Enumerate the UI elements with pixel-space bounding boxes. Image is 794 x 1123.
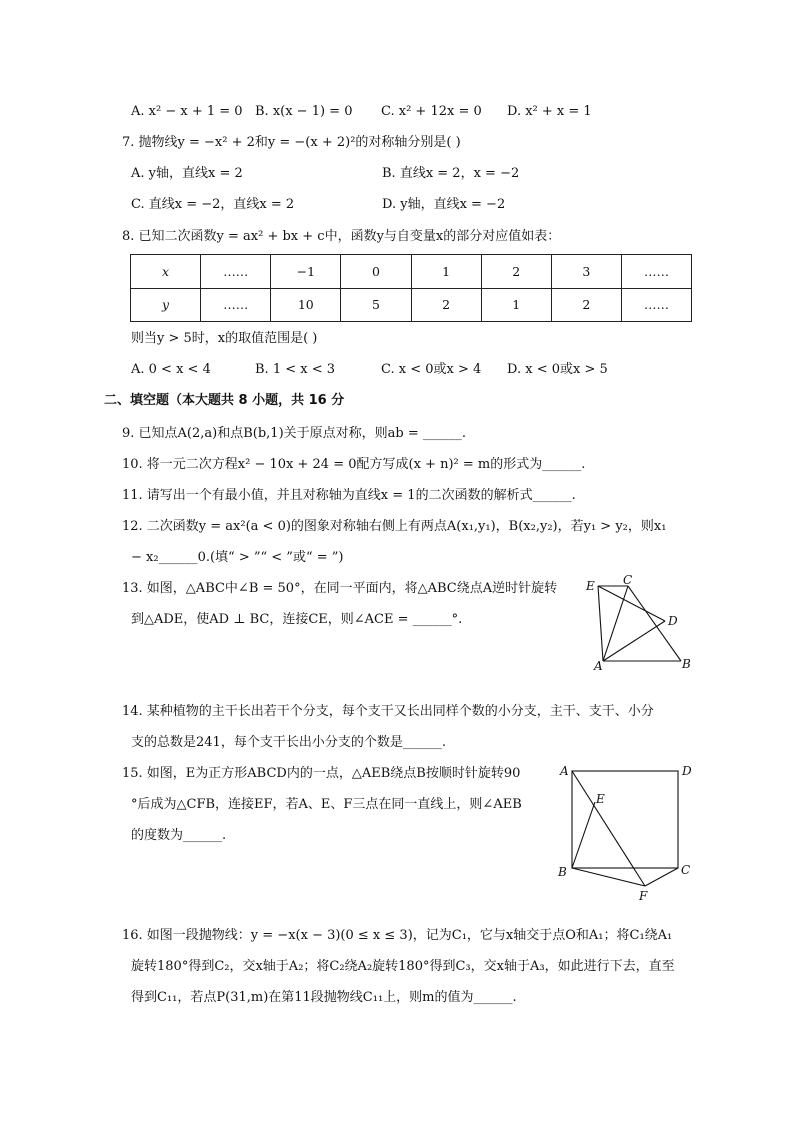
q7-option-c: C. 直线x = −2，直线x = 2 <box>131 197 295 212</box>
q7-option-a: A. y轴，直线x = 2 <box>131 166 243 181</box>
q15-figure <box>555 760 705 905</box>
q14-line1: 14. 某种植物的主干长出若干个分支，每个支干又长出同样个数的小分支，主干、支干、小分 <box>122 704 654 719</box>
table-cell: 2 <box>411 288 481 322</box>
q8-option-c: C. x < 0或x > 4 <box>381 362 482 377</box>
q13-label-e: E <box>586 579 595 593</box>
table-cell: 0 <box>341 255 411 289</box>
q15-line3: 的度数为______. <box>131 828 227 843</box>
q6-option-d: D. x² + x = 1 <box>507 104 592 119</box>
q6-option-a: A. x² − x + 1 = 0 <box>131 104 243 119</box>
q13-line2: 到△ADE，使AD ⊥ BC，连接CE，则∠ACE = ______°. <box>131 612 463 627</box>
q8-options <box>131 361 691 379</box>
q15-label-b: B <box>558 865 567 879</box>
table-cell: −1 <box>271 255 341 289</box>
q8-option-a: A. 0 < x < 4 <box>131 362 211 377</box>
table-cell: 1 <box>411 255 481 289</box>
q13-label-b: B <box>682 657 691 671</box>
table-row <box>131 255 692 289</box>
q12-line2: − x₂______0.(填“ > ”“ < ”或“ = ”) <box>131 550 344 565</box>
table-cell: 3 <box>551 255 621 289</box>
q10-text: 10. 将一元二次方程x² − 10x + 24 = 0配方写成(x + n)² = m的形式为______. <box>122 457 586 472</box>
q16-line3: 得到C₁₁，若点P(31,m)在第11段抛物线C₁₁上，则m的值为______. <box>131 990 517 1005</box>
q13-label-c: C <box>623 573 633 587</box>
table-cell: 2 <box>551 288 621 322</box>
section-heading: 二、填空题（本大题共 8 小题，共 16 分 <box>104 393 345 408</box>
table-cell: x <box>131 255 201 289</box>
q15-label-a: A <box>560 764 569 778</box>
table-cell: …… <box>621 255 691 289</box>
table-row <box>131 288 692 322</box>
q7-stem: 7. 抛物线y = −x² + 2和y = −(x + 2)²的对称轴分别是( ) <box>122 135 461 150</box>
table-cell: 2 <box>481 255 551 289</box>
q12-line1: 12. 二次函数y = ax²(a < 0)的图象对称轴右侧上有两点A(x₁,y₁)，B(x₂,y₂)，若y₁ > y₂，则x₁ <box>122 519 667 534</box>
q13-figure <box>580 573 700 676</box>
q8-followup: 则当y > 5时，x的取值范围是( ) <box>131 331 318 346</box>
q8-option-b: B. 1 < x < 3 <box>255 362 336 377</box>
table-cell: …… <box>201 288 271 322</box>
q7-option-b: B. 直线x = 2，x = −2 <box>382 166 520 181</box>
q15-label-e: E <box>596 792 605 806</box>
q6-option-c: C. x² + 12x = 0 <box>381 104 482 119</box>
q11-text: 11. 请写出一个有最小值，并且对称轴为直线x = 1的二次函数的解析式______. <box>122 488 576 503</box>
q13-label-a: A <box>594 659 603 673</box>
q13-line1: 13. 如图，△ABC中∠B = 50°，在同一平面内，将△ABC绕点A逆时针旋转 <box>122 581 558 596</box>
q15-label-c: C <box>681 863 691 877</box>
table-cell: 10 <box>271 288 341 322</box>
table-cell: 5 <box>341 288 411 322</box>
q15-line1: 15. 如图，E为正方形ABCD内的一点，△AEB绕点B按顺时针旋转90 <box>122 766 521 781</box>
q15-label-d: D <box>682 764 692 778</box>
q14-line2: 支的总数是241，每个支干长出小分支的个数是______. <box>131 735 446 750</box>
table-cell: 1 <box>481 288 551 322</box>
q8-value-table <box>130 254 692 322</box>
q8-stem: 8. 已知二次函数y = ax² + bx + c中，函数y与自变量x的部分对应值如表： <box>122 229 561 244</box>
q16-line2: 旋转180°得到C₂，交x轴于A₂；将C₂绕A₂旋转180°得到C₃，交x轴于A₃，如此进行下去，直至 <box>131 959 675 974</box>
q7-option-d: D. y轴，直线x = −2 <box>382 197 506 212</box>
q9-text: 9. 已知点A(2,a)和点B(b,1)关于原点对称，则ab = ______. <box>122 426 467 441</box>
q6-option-b: B. x(x − 1) = 0 <box>255 104 353 119</box>
table-cell: …… <box>201 255 271 289</box>
q13-label-d: D <box>668 614 678 628</box>
q6-options <box>131 103 691 121</box>
q15-line2: °后成为△CFB，连接EF，若A、E、F三点在同一直线上，则∠AEB <box>131 797 522 812</box>
q15-label-f: F <box>639 889 648 903</box>
table-cell: y <box>131 288 201 322</box>
q8-option-d: D. x < 0或x > 5 <box>507 362 608 377</box>
q16-line1: 16. 如图一段抛物线：y = −x(x − 3)(0 ≤ x ≤ 3)，记为C₁，它与x轴交于点O和A₁；将C₁绕A₁ <box>122 928 673 943</box>
table-cell: …… <box>621 288 691 322</box>
